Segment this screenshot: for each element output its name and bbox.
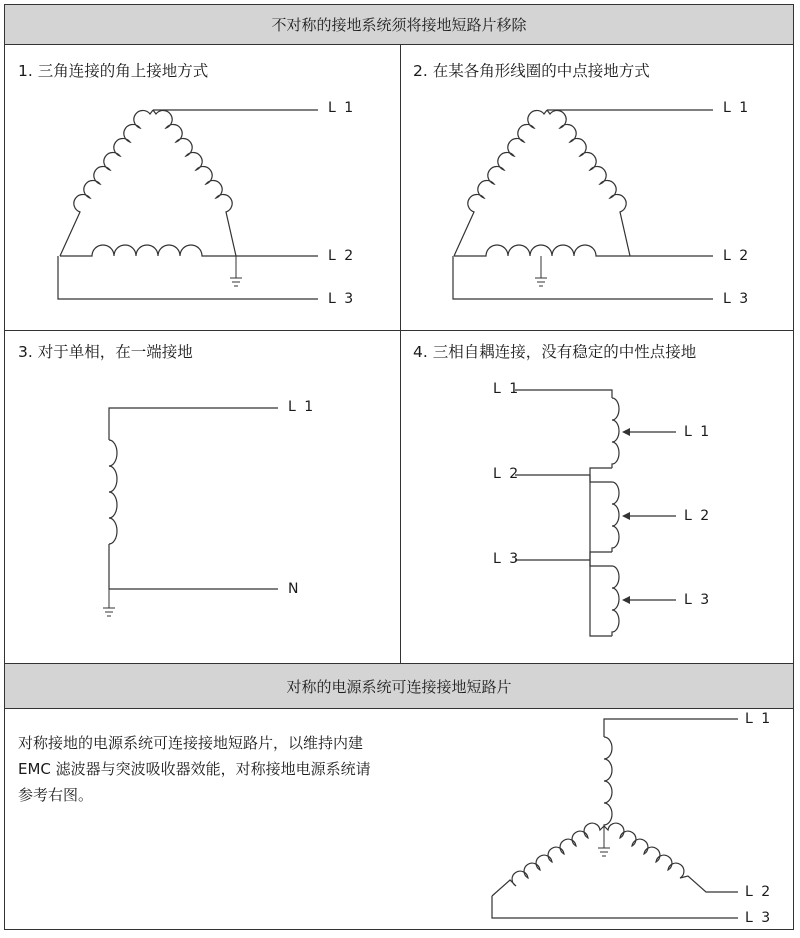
star-coil-vertical [604, 737, 612, 826]
label2-l2: L 2 [723, 248, 751, 264]
label-l3: L 3 [328, 291, 356, 307]
label3-l1: L 1 [288, 399, 316, 415]
wire5-l3 [492, 896, 738, 918]
description-line-2: EMC 滤波器与突波吸收器效能，对称接地电源系统请 [18, 760, 371, 778]
label3-n: N [288, 581, 301, 597]
label4-in-l2: L 2 [493, 466, 521, 482]
description-line-3: 参考右图。 [18, 786, 94, 804]
header-symmetric-text: 对称的电源系统可连接接地短路片 [286, 677, 512, 696]
label-l2: L 2 [328, 248, 356, 264]
label4-in-l3: L 3 [493, 551, 521, 567]
label4-in-l1: L 1 [493, 381, 521, 397]
panel-1-caption: 1. 三角连接的角上接地方式 [18, 62, 209, 80]
label-l1: L 1 [328, 100, 356, 116]
label2-l3: L 3 [723, 291, 751, 307]
star-coil-right [604, 823, 738, 892]
wire5-l1 [604, 719, 738, 737]
label5-l3: L 3 [745, 910, 773, 926]
label2-l1: L 1 [723, 100, 751, 116]
label5-l1: L 1 [745, 711, 773, 727]
label4-out-l3: L 3 [684, 592, 712, 608]
header-asymmetric-text: 不对称的接地系统须将接地短路片移除 [271, 16, 527, 34]
label4-out-l1: L 1 [684, 424, 712, 440]
star-coil-left [492, 823, 604, 896]
panel-4-caption: 4. 三相自耦连接，没有稳定的中性点接地 [413, 343, 697, 361]
panel-2-caption: 2. 在某各角形线圈的中点接地方式 [413, 62, 650, 80]
label5-l2: L 2 [745, 884, 773, 900]
panel-3-caption: 3. 对于单相，在一端接地 [18, 343, 193, 361]
label4-out-l2: L 2 [684, 508, 712, 524]
description-line-1: 对称接地的电源系统可连接接地短路片，以维持内建 [18, 734, 364, 752]
